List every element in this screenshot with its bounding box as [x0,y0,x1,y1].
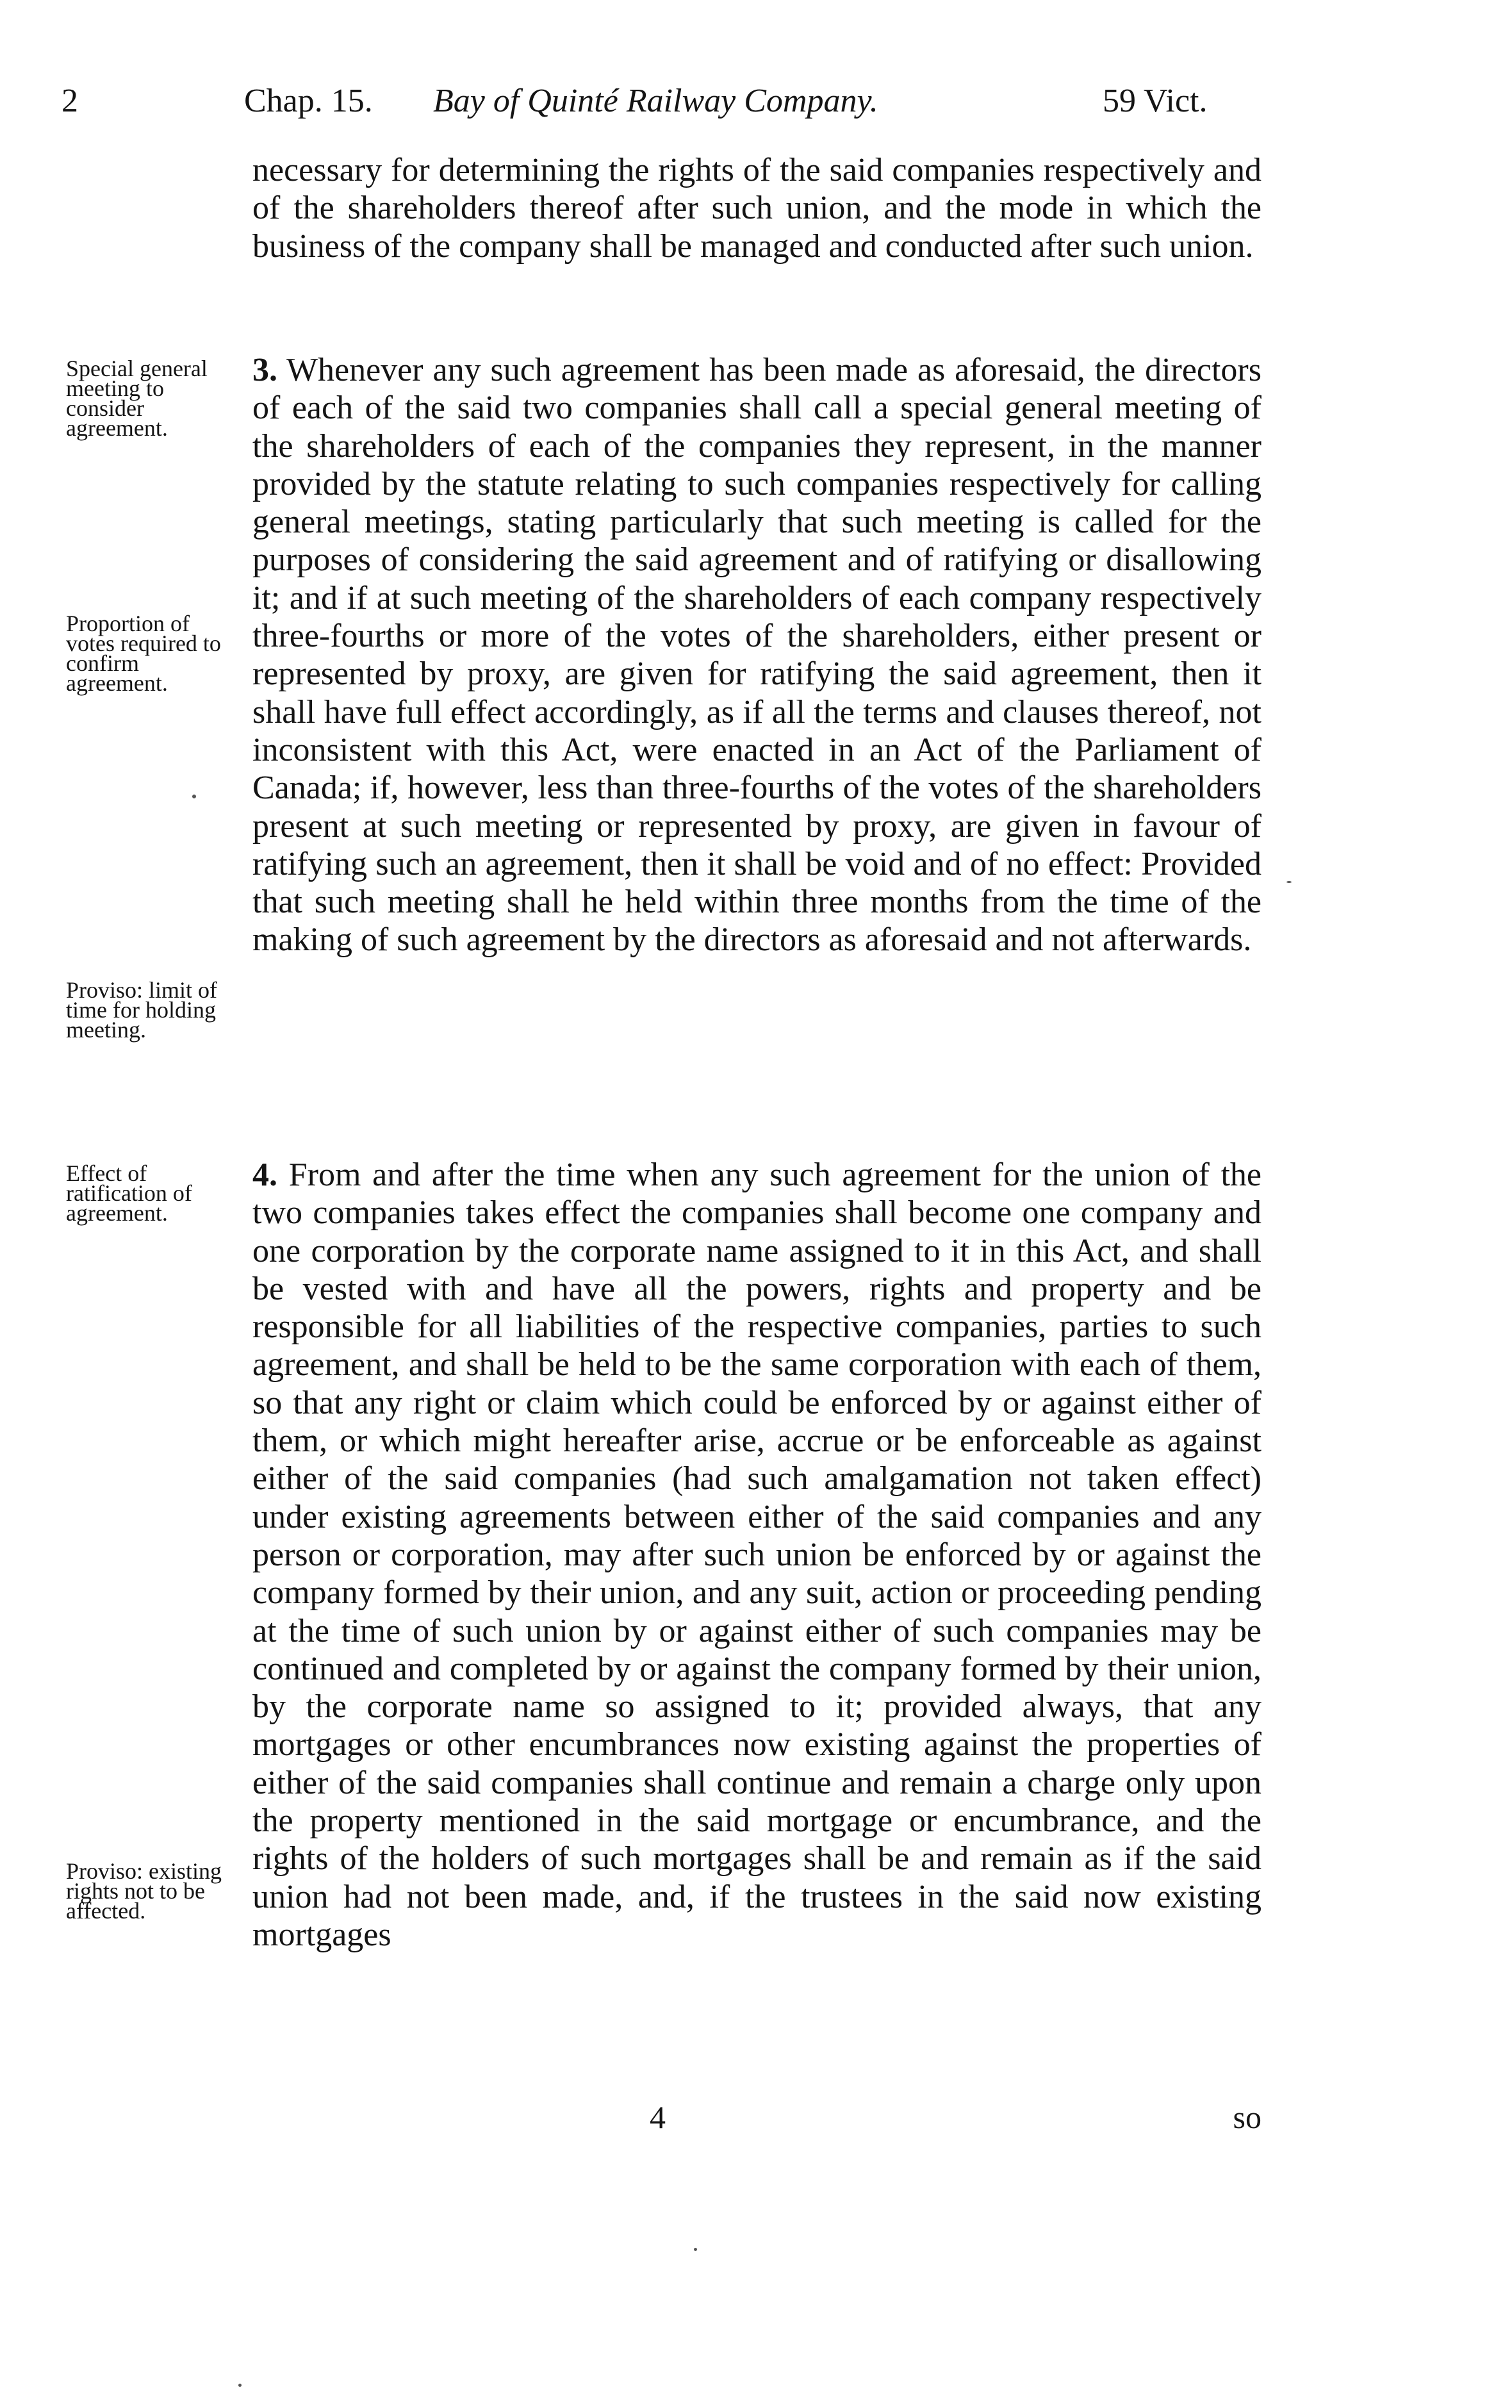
signature-mark: 4 [650,2099,666,2135]
margin-note-effect-ratification: Effect of ratification of agreement. [66,1160,192,1226]
section-3-number: 3. [252,352,277,388]
running-header [62,82,1279,133]
scan-speck [1286,881,1292,883]
section-4 [252,1156,1261,1954]
margin-note-proportion-votes: Proportion of votes required to confirm agreement. [66,611,221,696]
scan-speck [694,2248,697,2251]
section-3 [252,351,1261,959]
act-title: Bay of Quinté Railway Company. [433,83,878,119]
regnal-year: 59 Vict. [1103,83,1208,119]
continued-paragraph: necessary for determining the rights of the said companies respectively and of the shareholders thereof after such union, and the mode in which the business of the company shall be managed and conducted after such union. [252,152,1261,265]
scan-speck [192,795,196,798]
page-footer [252,2099,1261,2137]
page-number: 2 [62,83,78,119]
margin-note-proviso-time: Proviso: limit of time for holding meeting. [66,977,218,1043]
chapter-label: Chap. 15. [244,83,373,119]
margin-note-proviso-rights: Proviso: existing rights not to be affected. [66,1858,222,1924]
section-4-number: 4. [252,1157,277,1193]
section-3-text: Whenever any such agreement has been made as aforesaid, the directors of each of the said two companies shall call a special general meeting of the shareholders of each of the companies they represent, in the manner provided by the statute relating to such companies respectively for calling general meetings, stating particularly that such meeting is called for the purposes of considering the said agreement and of ratifying or disallowing it; and if at such meeting of the shareholders of each company respectively three-fourths or more of the votes of the shareholders, either present or represented by proxy, are given for ratifying the said agreement, then it shall have full effect accordingly, as if all the terms and clauses thereof, not inconsistent with this Act, were enacted in an Act of the Parliament of Canada; if, however, less than three-fourths of the votes of the shareholders present at such meeting or represented by proxy, are given in favour of ratifying such an agreement, then it shall be void and of no effect: Provided that such meeting shall he held within three months from the time of the making of such agreement by the directors as aforesaid and not afterwards. [252,352,1261,959]
margin-note-special-meeting: Special general meeting to consider agreement. [66,356,208,441]
scan-speck [238,2384,242,2387]
section-4-text: From and after the time when any such agreement for the union of the two companies takes effect the companies shall become one company and one corporation by the corporate name assigned to it in this Act, and shall be vested with and have all the powers, rights and property and be responsible for all liabilities of the respective companies, parties to such agreement, and shall be held to be the same corporation with each of them, so that any right or claim which could be enforced by or against either of them, or which might hereafter arise, accrue or be enforceable as against either of the said companies (had such amalgamation not taken effect) under existing agreements between either of the said companies and any person or corporation, may after such union be enforced by or against the company formed by their union, and any suit, action or proceeding pending at the time of such union by or against either of such companies may be continued and completed by or against the company formed by their union, by the corporate name so assigned to it; provided always, that any mortgages or other encumbrances now existing against the properties of either of the said companies shall continue and remain a charge only upon the property mentioned in the said mortgage or encumbrance, and the rights of the holders of such mortgages shall be and remain as if the said union had not been made, and, if the trustees in the said now existing mortgages [252,1157,1261,1953]
catchword: so [1233,2099,1261,2135]
